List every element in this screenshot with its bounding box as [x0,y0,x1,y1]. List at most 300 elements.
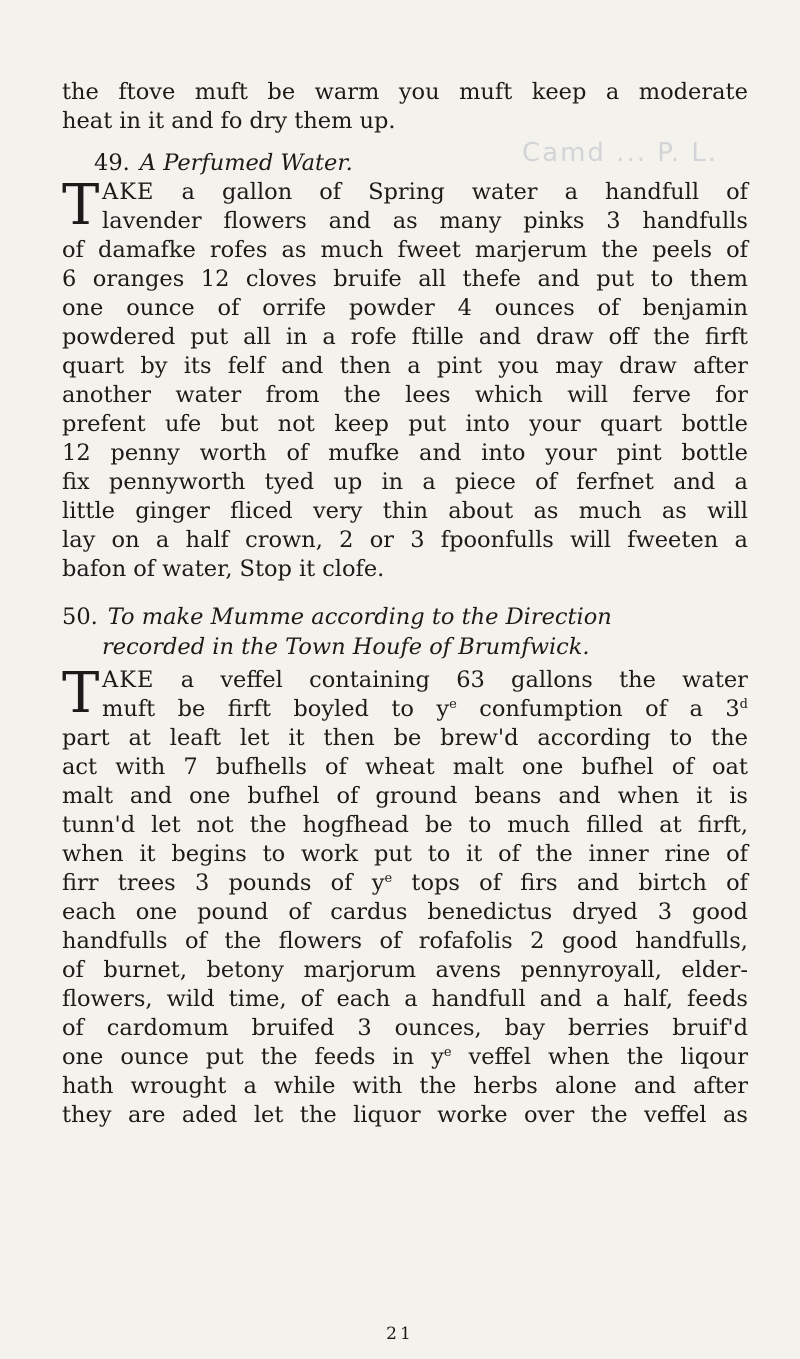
text-line [62,840,748,869]
word: 3 [410,527,425,553]
text-line [62,236,748,265]
word: it [147,108,165,134]
word: a [404,986,418,1012]
word: benjamin [642,295,748,321]
word: 7 [183,754,198,780]
word: lavender [102,208,202,234]
word: fix [62,469,90,495]
word: 2 [339,527,354,553]
word: each [336,986,391,1012]
word: handfulls [642,208,748,234]
text-run: muft be firft boyled to $y^e$ confumption of a 3$^d$ [102,696,748,722]
word: in [285,324,308,350]
word: fliced [230,498,293,524]
word: handfulls [62,928,168,954]
text-line [62,381,748,410]
word: ounces [494,295,575,321]
word: handfull [605,179,700,205]
word: put [408,411,447,437]
text-line [62,1043,748,1072]
text-line [62,782,748,811]
word: alone [554,1073,617,1099]
word: the [535,841,573,867]
word: of [185,928,207,954]
text-line [62,695,748,724]
word: hogfhead [302,812,409,838]
word: in [119,108,141,134]
word: flowers [278,928,363,954]
text-line [62,265,748,294]
word: for [715,382,748,408]
word: 2 [530,928,545,954]
word: Stop [239,556,292,582]
word: thefe [462,266,521,292]
text-run: one ounce put the feeds in $y^e$ veffel when the liqour [62,1044,748,1070]
word: fo [220,108,243,134]
text-line [62,526,748,555]
word: much [578,498,642,524]
word: a [155,527,170,553]
word: of [726,179,748,205]
word: when [62,841,124,867]
word: act [62,754,98,780]
word: one [62,295,104,321]
word: much [320,237,384,263]
word: handfull [431,986,526,1012]
word: containing [309,667,430,693]
word: in [381,469,404,495]
word: of [726,237,748,263]
word: which [474,382,543,408]
word: hath [62,1073,114,1099]
recipe-title-text: To make Mumme according to the Direction [107,604,612,630]
word: Spring [368,179,445,205]
word: of [62,237,84,263]
word: aded [181,1102,238,1128]
word: of [535,469,557,495]
word: water [682,667,748,693]
word: oat [711,754,748,780]
word: your [529,411,581,437]
word: peels [652,237,713,263]
word: of [671,754,694,780]
word: put [596,266,635,292]
text-line [62,985,748,1014]
word: the [590,1102,628,1128]
word: of [336,783,359,809]
word: felf [227,353,265,379]
word: fweet [397,237,461,263]
word: powdered [62,324,176,350]
word: fweeten [627,527,719,553]
word: 6 [62,266,77,292]
word: draw [535,324,594,350]
word: bafon [62,556,127,582]
text-line [62,107,748,136]
text-line [62,927,748,956]
word: bottle [681,440,748,466]
word: and [537,266,580,292]
word: a [734,469,748,495]
word: of [286,440,309,466]
recipe-title-continued [62,632,748,662]
word: bruif'd [672,1015,748,1041]
text-line [62,323,748,352]
word: filled [586,812,644,838]
word: the [343,382,381,408]
word: when [617,783,680,809]
word: rofes [209,237,268,263]
word: bufhells [215,754,307,780]
word: 3 [357,1015,372,1041]
word: lees [405,382,451,408]
recipe-50-body [62,661,748,1130]
word: flowers [223,208,307,234]
word: up [333,469,363,495]
word: and [633,1073,677,1099]
word: then [339,353,392,379]
text-line [62,753,748,782]
word: while [273,1073,336,1099]
word: time, [228,986,287,1012]
word: another [62,382,152,408]
text-line [62,666,748,695]
word: as [392,208,418,234]
word: over [523,1102,575,1128]
word: 3 [657,899,673,925]
word: is [729,783,748,809]
word: of [379,928,402,954]
word: 12 [62,440,91,466]
word: with [115,754,166,780]
word: of [726,841,748,867]
word: and [328,208,371,234]
word: inner [588,841,649,867]
word: of [62,1015,84,1041]
word: your [545,440,597,466]
word: wrought [130,1073,227,1099]
recipe-title [62,148,748,178]
word: malt [452,754,504,780]
text-line [62,724,748,753]
word: after [693,1073,748,1099]
word: marjerum [474,237,588,263]
word: begins [171,841,247,867]
word: the [249,812,287,838]
word: part [62,725,110,751]
word: draw [618,353,677,379]
word: it [466,841,483,867]
word: good [561,928,618,954]
word: will [570,527,611,553]
text-line [62,898,748,927]
word: from [265,382,320,408]
word: muft [194,79,248,105]
word: very [312,498,363,524]
word: lay [62,527,96,553]
word: 4 [457,295,472,321]
word: keep [334,411,389,437]
text-line [62,178,748,207]
word: into [481,440,526,466]
word: a [595,986,610,1012]
word: and [539,986,582,1012]
word: a [322,324,336,350]
word: firft, [697,812,748,838]
text-line [62,468,748,497]
word: of [133,556,156,582]
word: ginger [135,498,210,524]
text-run: firr trees 3 pounds of $y^e$ tops of firs and birtch of [62,870,748,896]
word: then [323,725,375,751]
word: them [294,108,353,134]
text-line [62,1072,748,1101]
word: quart [62,353,125,379]
word: the [711,725,748,751]
word: of [325,754,347,780]
word: pennyroyall, [520,957,662,983]
word: the [224,928,262,954]
word: rine [664,841,711,867]
word: feeds [687,986,748,1012]
word: the [619,667,656,693]
text-line [62,869,748,898]
text-line [62,1101,748,1130]
word: bruifed [251,1015,335,1041]
word: bay [504,1015,546,1041]
word: veffel [644,1102,707,1128]
word: of [288,899,311,925]
word: bufhel [581,754,654,780]
word: clofe. [322,556,385,582]
word: of [217,295,240,321]
word: a [407,353,421,379]
word: avens [435,957,502,983]
word: a [180,667,195,693]
word: flowers, [62,986,153,1012]
recipe-number: 49. [94,150,130,176]
recipe-title-text: A Perfumed Water. [139,150,353,176]
word: ground [375,783,458,809]
word: to [669,725,693,751]
word: with [352,1073,403,1099]
drop-cap: T [62,661,100,726]
word: a [605,79,620,105]
word: burnet, [103,957,187,983]
word: leaft [169,725,222,751]
word: on [111,527,140,553]
word: penny [110,440,180,466]
word: to [468,812,492,838]
word: of [597,295,620,321]
word: a [564,179,579,205]
word: worke [437,1102,508,1128]
word: all [243,324,271,350]
word: keep [531,79,587,105]
word: the [601,237,639,263]
word: as [722,1102,748,1128]
word: gallons [511,667,593,693]
word: bottle [681,411,748,437]
text-line [62,497,748,526]
word: ferfnet [576,469,654,495]
word: to [262,841,286,867]
word: herbs [473,1073,538,1099]
word: the [62,79,99,105]
word: ounces, [394,1015,482,1041]
word: pennyworth [108,469,246,495]
word: worth [199,440,267,466]
word: malt [62,783,113,809]
word: the [299,1102,337,1128]
word: let [151,812,181,838]
word: marjorum [303,957,417,983]
word: fpoonfulls [440,527,554,553]
word: and [281,353,324,379]
word: will [707,498,748,524]
word: 12 [200,266,230,292]
word: by [140,353,168,379]
word: heat [62,108,113,134]
word: as [533,498,559,524]
word: let [239,725,270,751]
word: a [243,1073,257,1099]
recipe-title-text: recorded in the Town Houfe of Brumfwick. [102,634,590,660]
recipe-title [62,602,748,632]
word: mufke [328,440,400,466]
word: many [439,208,502,234]
word: prefent [62,411,146,437]
word: are [127,1102,166,1128]
drop-cap: T [62,173,100,238]
page-number: 21 [386,1324,414,1344]
word: pint [616,440,662,466]
word: muft [459,79,513,105]
library-stamp: Camd ... P. L. [522,138,719,168]
word: and [129,783,173,809]
word: a [181,179,195,205]
word: good [691,899,748,925]
word: betony [206,957,284,983]
word: brew'd [440,725,519,751]
word: firft [704,324,748,350]
word: about [448,498,514,524]
word: piece [455,469,516,495]
word: rofafolis [418,928,513,954]
word: it [139,841,156,867]
word: a [734,527,748,553]
word: ufe [165,411,202,437]
word: water, [162,556,233,582]
word: dry [249,108,288,134]
first-word: AKE [102,179,155,205]
word: ftove [118,79,176,105]
text-line [62,207,748,236]
word: beans [474,783,542,809]
word: be [267,79,296,105]
word: each [62,899,116,925]
word: the [419,1073,457,1099]
word: bufhel [247,783,320,809]
text-line [62,294,748,323]
word: berries [568,1015,650,1041]
word: it [696,783,713,809]
text-line [62,352,748,381]
word: not [196,812,234,838]
word: bruife [333,266,402,292]
page-text [62,78,748,1130]
word: you [498,353,540,379]
word: pint [436,353,483,379]
text-line [62,811,748,840]
word: ounce [126,295,195,321]
word: cardus [330,899,408,925]
word: rofe [350,324,397,350]
word: after [693,353,748,379]
word: much [507,812,571,838]
text-line [62,956,748,985]
word: water [471,179,538,205]
word: little [62,498,115,524]
word: ftille [411,324,464,350]
word: powder [349,295,435,321]
word: orrife [262,295,327,321]
word: but [220,411,259,437]
word: to [650,266,674,292]
word: cardomum [106,1015,229,1041]
word: benedictus [427,899,553,925]
word: and [672,469,716,495]
text-line [62,410,748,439]
word: they [62,1102,112,1128]
word: as [281,237,307,263]
word: damafke [97,237,196,263]
text-line [62,78,748,107]
word: water [175,382,242,408]
word: tunn'd [62,812,136,838]
word: the [653,324,690,350]
word: put [373,841,412,867]
word: gallon [221,179,293,205]
word: one [189,783,231,809]
word: and [558,783,601,809]
word: pound [197,899,269,925]
word: handfulls, [635,928,748,954]
word: pinks [523,208,585,234]
word: crown, [245,527,323,553]
word: it [298,556,316,582]
word: half [185,527,229,553]
word: its [183,353,212,379]
word: oranges [92,266,185,292]
word: cloves [245,266,317,292]
word: according [537,725,651,751]
word: liquor [353,1102,421,1128]
text-line [62,439,748,468]
recipe-number: 50. [62,604,98,630]
word: at [659,812,682,838]
word: ferve [632,382,691,408]
word: 63 [456,667,485,693]
word: warm [314,79,380,105]
word: put [190,324,229,350]
word: you [398,79,440,105]
word: will [567,382,609,408]
word: not [277,411,315,437]
word: dryed [572,899,638,925]
word: 3 [606,208,621,234]
word: as [661,498,687,524]
